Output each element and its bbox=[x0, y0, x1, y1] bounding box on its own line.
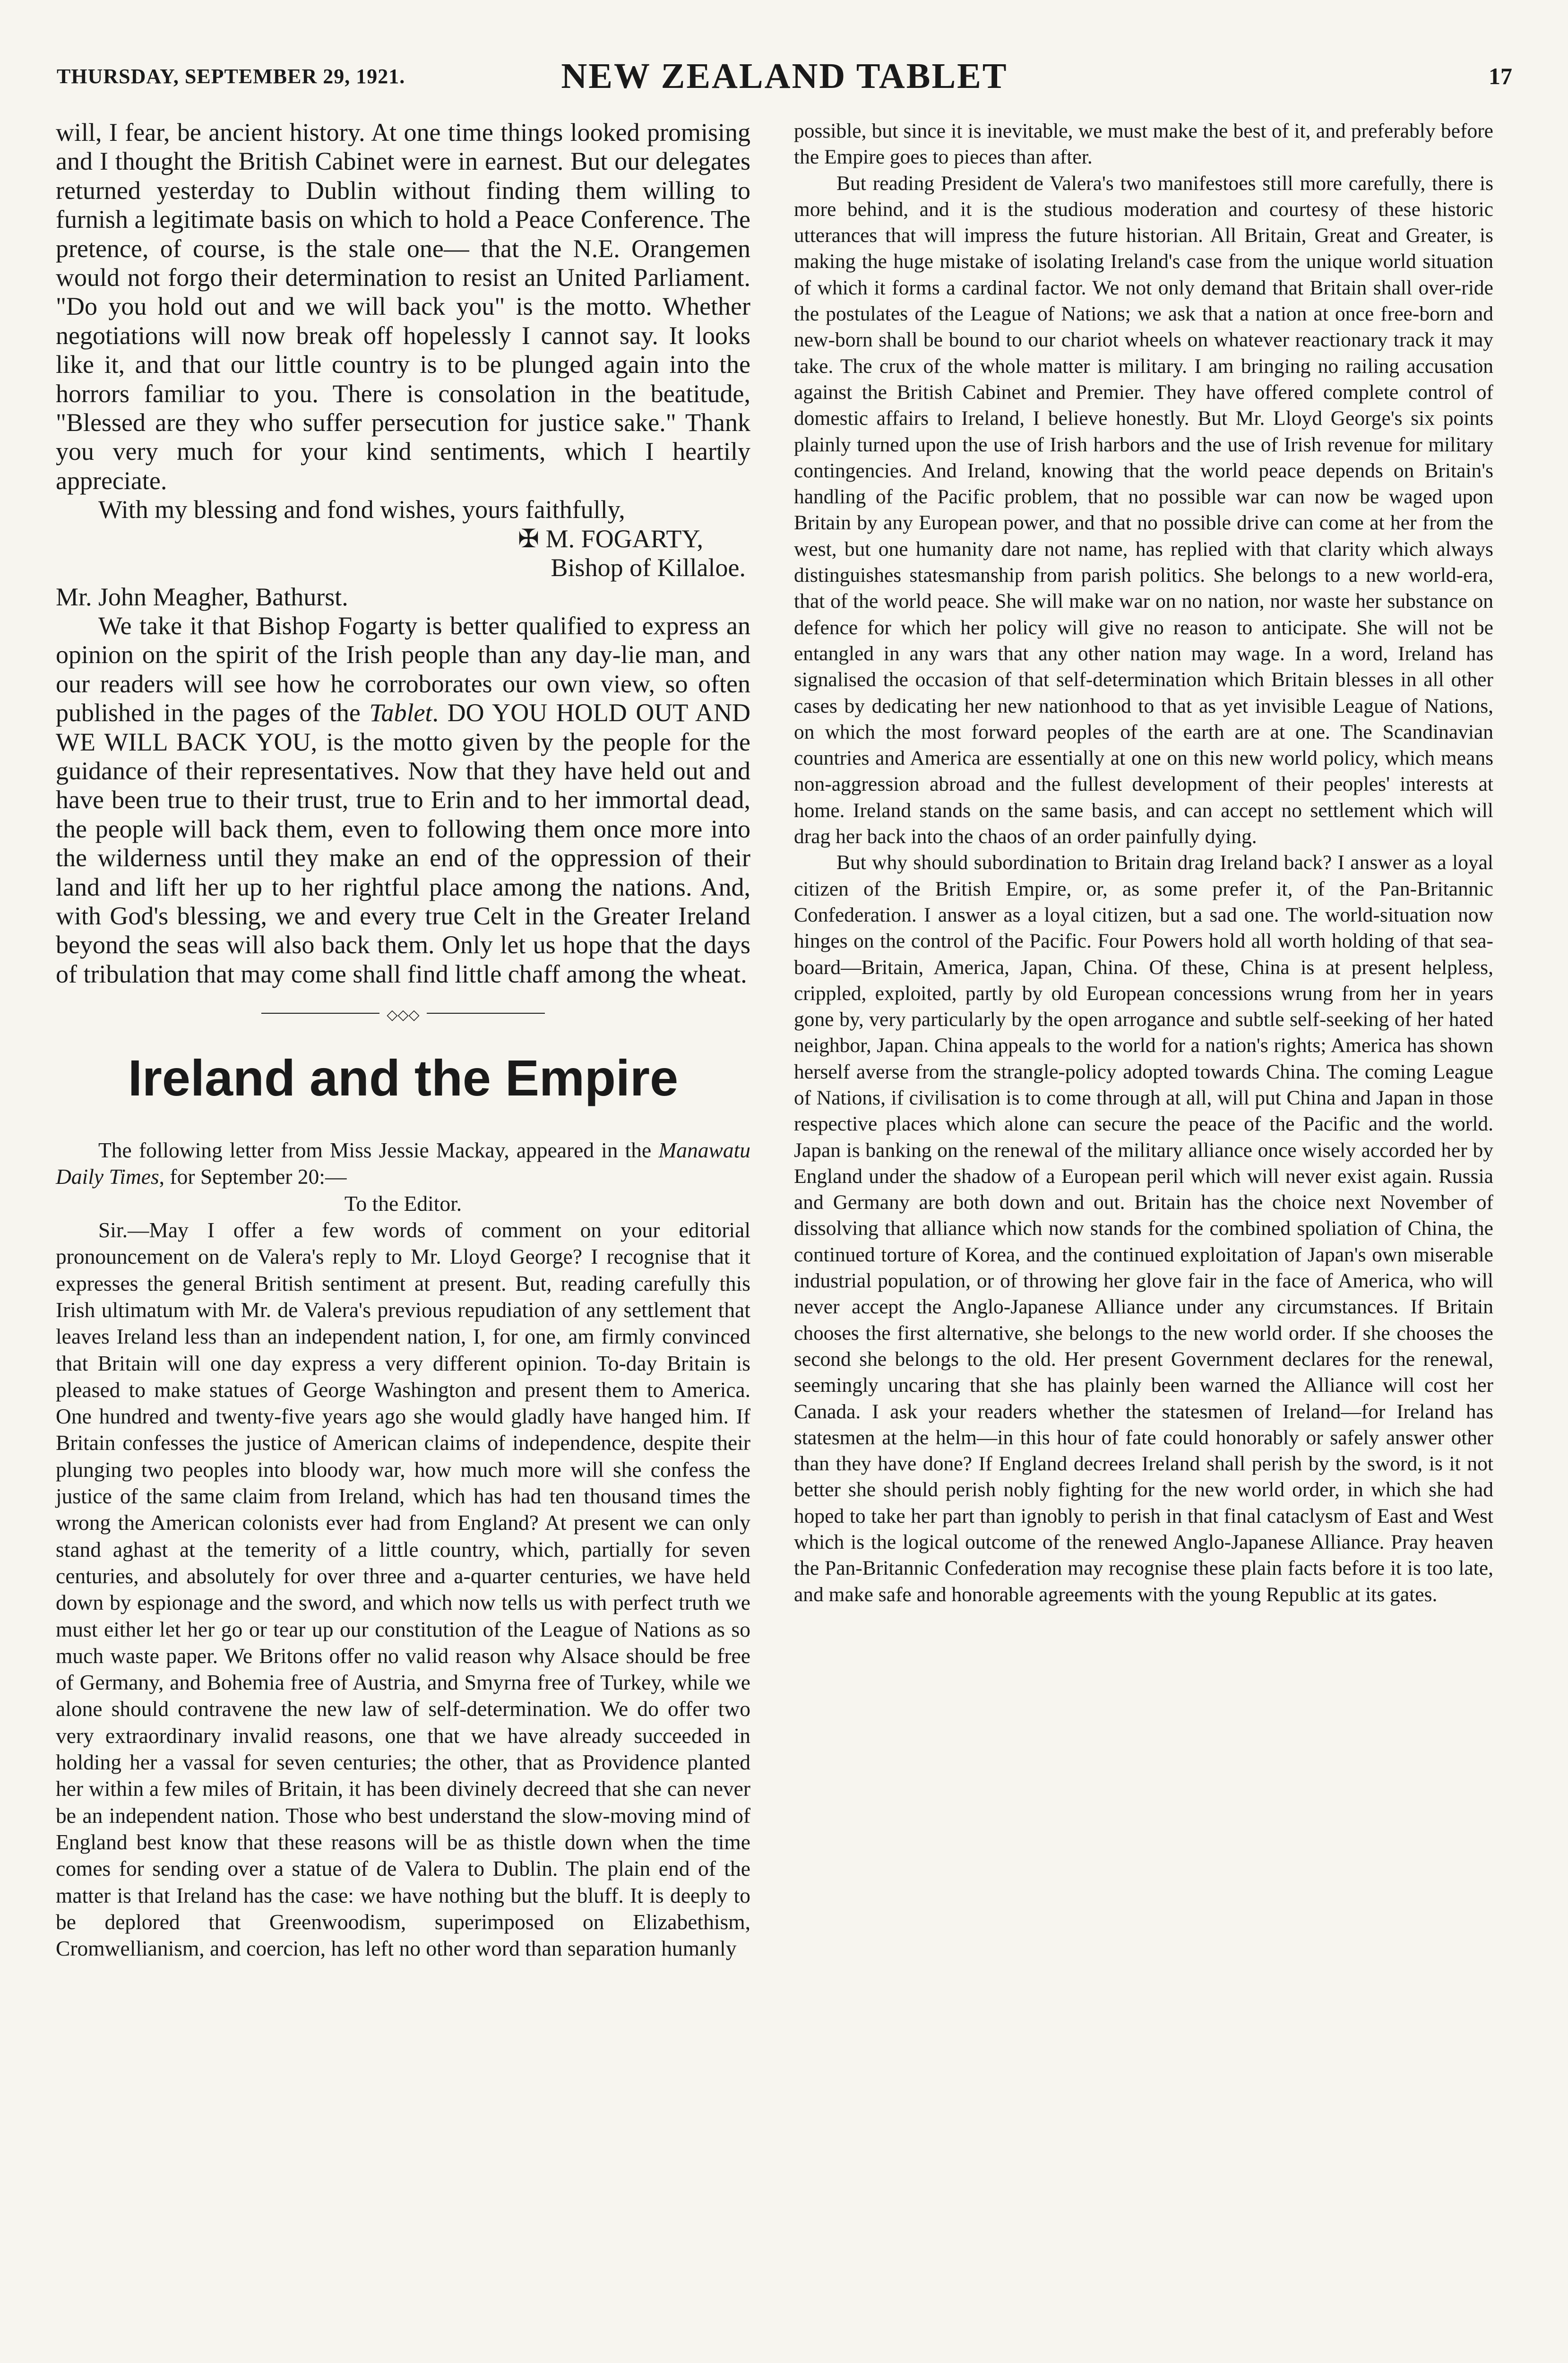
letter-recipient: Mr. John Meagher, Bathurst. bbox=[56, 582, 348, 611]
masthead-title: NEW ZEALAND TABLET bbox=[561, 56, 1008, 96]
divider-line-left bbox=[261, 1013, 379, 1014]
section-divider bbox=[261, 1007, 545, 1023]
editorial-comment-paragraph bbox=[56, 612, 750, 989]
page-number: 17 bbox=[1489, 63, 1512, 89]
tablet-title: Tablet bbox=[369, 699, 432, 727]
right-column bbox=[794, 118, 1493, 1608]
letter-salutation-header: To the Editor. bbox=[344, 1191, 462, 1216]
editorial-text-b: . DO YOU HOLD OUT AND WE WILL BACK YOU, is the motto given by the people for the guidance of their representatives. Now that they have held out and have been true to their trust, true to Erin and to her immortal dead, the people will back them, even to following them once more into the wilderness until they make an end of the oppression of their land and lift her up to her rightful place among the nations. And, with God's blessing, we and every true Celt in the Greater Ireland beyond the seas will also back them. Only let us hope that the days of tribulation that may come shall find little chaff among the wheat. bbox=[56, 699, 750, 988]
letter-body-paragraph-2: But reading President de Valera's two manifestoes still more carefully, there is more behind, and it is the studious moderation and courtesy of these historic utterances that will impress the future historian. All Britain, Great and Greater, is making the huge mistake of isolating Ireland's case from the unique world situation of which it forms a cardinal factor. We not only demand that Britain shall over-ride the postulates of the League of Nations; we ask that a nation at once free-born and new-born shall be bound to our chariot wheels on whatever reactionary track it may take. The crux of the whole matter is military. I am bringing no railing accusation against the British Cabinet and Premier. They have offered complete control of domestic affairs to Ireland, I believe honestly. But Mr. Lloyd George's six points plainly turned upon the use of Irish harbors and the use of Irish revenue for military contingencies. And Ireland, knowing that the world peace depends on Britain's handling of the Pacific problem, that no possible war can now be waged upon Britain by any European power, and that no possible drive can come at her from the west, but one humanity dare not name, has replied with that clarity which always distinguishes statesmanship from parish politics. She belongs to a new world-era, that of the world peace. She will make war on no nation, nor waste her substance on defence for which her policy will give no reason to anticipate. She will not be entangled in any wars that any other nation may wage. In a word, Ireland has signalised the occasion of that self-determination which Britain blesses in all other cases by dedicating her new nationhood to that as yet invisible League of Nations, on which the most forward peoples of the earth are at one. The Scandinavian countries and America are essentially at one on this new world policy, which means non-aggression abroad and the fullest development of their peoples' interests at home. Ireland stands on the same basis, and can accept no settlement which will drag her back into the chaos of an order painfully dying. bbox=[794, 172, 1493, 848]
article-intro bbox=[56, 1137, 750, 1190]
intro-text-b: , for September 20:— bbox=[159, 1164, 347, 1189]
letter-closing: With my blessing and fond wishes, yours faithfully, bbox=[98, 495, 625, 524]
letter-continuation-paragraph: will, I fear, be ancient history. At one time things looked promising and I thought the British Cabinet were in earnest. But our delegates returned yesterday to Dublin without finding them willing to furnish a legitimate basis on which to hold a Peace Conference. The pretence, of course, is the stale one— that the N.E. Orangemen would not forgo their determination to resist an United Parliament. "Do you hold out and we will back you" is the motto. Whether negotiations will now break off hopelessly I cannot say. It looks like it, and that our little country is to be plunged again into the horrors familiar to you. There is consolation in the beatitude, "Blessed are they who suffer persecution for justice sake." Thank you very much for your kind sentiments, which I heartily appreciate. bbox=[56, 118, 750, 495]
intro-text-a: The following letter from Miss Jessie Mackay, appeared in the bbox=[98, 1138, 659, 1163]
issue-date: THURSDAY, SEPTEMBER 29, 1921. bbox=[57, 65, 405, 88]
source-newspaper: Manawatu Daily Times bbox=[56, 1138, 750, 1189]
left-column bbox=[56, 118, 750, 1962]
letter-body-paragraph-3: But why should subordination to Britain drag Ireland back? I answer as a loyal citizen of the British Empire, or, as some prefer it, of the Pan-Britannic Confederation. I answer as a loyal citizen, but a sad one. The world-situation now hinges on the control of the Pacific. Four Powers hold all worth holding of that sea-board—Britain, America, Japan, China. Of these, China is at present helpless, crippled, exploited, partly by old European concessions wrung from her in years gone by, very particularly by the open arrogance and subtle self-seeking of her hated neighbor, Japan. China appeals to the world for a nation's rights; America has shown herself averse from the strangle-policy adopted towards China. The coming League of Nations, if civilisation is to come through at all, will put China and Japan in those respective places which alone can secure the peace of the Pacific and the world. Japan is banking on the renewal of the military alliance once wisely accorded her by England under the shadow of a European peril which will never exist again. Russia and Germany are both down and out. Britain has the choice next November of dissolving that alliance which now stands for the combined spoliation of China, the continued torture of Korea, and the continued exploitation of Japan's own miserable industrial population, or of throwing her glove fair in the face of America, who will never accept the Anglo-Japanese Alliance under any circumstances. If Britain chooses the first alternative, she belongs to the new world order. If she chooses the second she belongs to the old. Her present Government declares for the renewal, seemingly uncaring that she has plainly been warned the Alliance will cost her Canada. I ask your readers whether the statesmen of Ireland—for Ireland has statesmen at the helm—in this hour of fate could honorably or safely answer other than they have done? If England decrees Ireland shall perish by the sword, is it not better she should perish nobly fighting for the new world order, in which she had hoped to take her part than ignobly to perish in that final cataclysm of East and West which is the logical outcome of the renewed Anglo-Japanese Alliance. Pray heaven the Pan-Britannic Confederation may recognise these plain facts before it is too late, and make safe and honorable agreements with the young Republic at its gates. bbox=[794, 851, 1493, 1606]
article-headline: Ireland and the Empire bbox=[128, 1049, 679, 1107]
editorial-text-a: We take it that Bishop Fogarty is better qualified to express an opinion on the spirit of the Irish people than any day-lie man, and our readers will see how he corroborates our own view, so often published in the pages of the bbox=[56, 611, 750, 727]
letter-body-paragraph: Sir.—May I offer a few words of comment on your editorial pronouncement on de Valera's reply to Mr. Lloyd George? I recognise that it expresses the general British sentiment at present. But, reading carefully this Irish ultimatum with Mr. de Valera's previous repudiation of any settlement that leaves Ireland less than an independent nation, I, for one, am firmly convinced that Britain will one day express a very different opinion. To-day Britain is pleased to make statues of George Washington and present them to America. One hundred and twenty-five years ago she would gladly have hanged him. If Britain confesses the justice of American claims of independence, despite their plunging two peoples into bloody war, how much more will she confess the justice of the same claim from Ireland, which has had ten thousand times the wrong the American colonists ever had from England? At present we can only stand aghast at the temerity of a little country, which, partially for seven centuries, and absolutely for over three and a-quarter centuries, we have held down by espionage and the sword, and which now tells us with perfect truth we must either let her go or tear up our constitution of the League of Nations as so much waste paper. We Britons offer no valid reason why Alsace should be free of Germany, and Bohemia free of Austria, and Smyrna free of Turkey, while we alone should contravene the new law of self-determination. We do offer two very extraordinary invalid reasons, one that we have already succeeded in holding her a vassal for seven centuries; the other, that as Providence planted her within a few miles of Britain, it has been divinely decreed that she can never be an independent nation. Those who best understand the slow-moving mind of England best know that these reasons will be as thistle down when the time comes for sending over a statue of de Valera to Dublin. The plain end of the matter is that Ireland has the case: we have nothing but the bluff. It is deeply to be deplored that Greenwoodism, superimposed on Elizabethism, Cromwellianism, and coercion, has left no other word than separation humanly bbox=[56, 1218, 750, 1961]
signature-title: Bishop of Killaloe. bbox=[551, 553, 746, 582]
letter-body-continuation: possible, but since it is inevitable, we must make the best of it, and preferably before the Empire goes to pieces than after. bbox=[794, 120, 1493, 169]
divider-line-right bbox=[427, 1013, 545, 1014]
signature-name: ✠ M. FOGARTY, bbox=[517, 524, 703, 553]
page-header bbox=[57, 56, 1512, 98]
divider-ornament: ◇◇◇ bbox=[387, 1007, 420, 1023]
